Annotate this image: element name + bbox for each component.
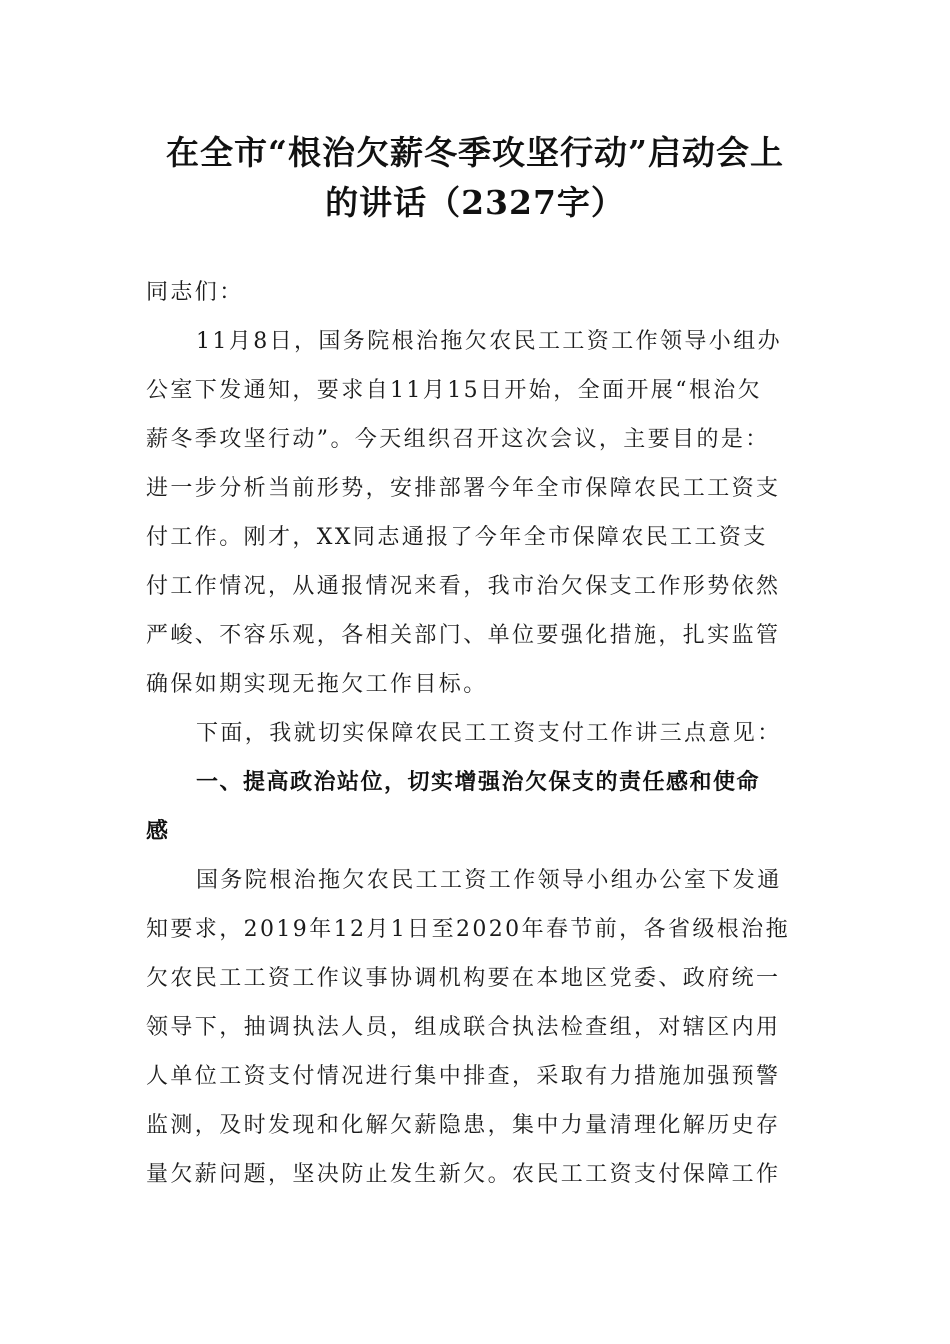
paragraph-line: 欠农民工工资工作议事协调机构要在本地区党委、政府统一	[146, 966, 781, 991]
paragraph-line: 领导下，抽调执法人员，组成联合执法检查组，对辖区内用	[146, 1015, 781, 1040]
paragraph-line: 国务院根治拖欠农民工工资工作领导小组办公室下发通	[196, 868, 782, 893]
paragraph-line: 知要求，2019年12月1日至2020年春节前，各省级根治拖	[146, 917, 790, 942]
heading-line: 感	[146, 819, 170, 844]
paragraph-line: 量欠薪问题，坚决防止发生新欠。农民工工资支付保障工作	[146, 1162, 781, 1187]
paragraph-1	[146, 317, 810, 709]
paragraph-line: 下面，我就切实保障农民工工资支付工作讲三点意见：	[196, 721, 782, 746]
paragraph-line: 11月8日，国务院根治拖欠农民工工资工作领导小组办	[196, 329, 782, 354]
paragraph-line: 付工作。刚才，XX同志通报了今年全市保障农民工工资支	[146, 525, 768, 550]
document-body	[146, 268, 810, 1199]
paragraph-line: 进一步分析当前形势，安排部署今年全市保障农民工工资支	[146, 476, 781, 501]
heading-line: 一、提高政治站位，切实增强治欠保支的责任感和使命	[196, 770, 761, 795]
paragraph-3	[146, 856, 810, 1199]
paragraph-line: 监测，及时发现和化解欠薪隐患，集中力量清理化解历史存	[146, 1113, 781, 1138]
paragraph-line: 薪冬季攻坚行动”。今天组织召开这次会议，主要目的是：	[146, 427, 770, 452]
salutation: 同志们：	[146, 280, 244, 305]
paragraph-line: 人单位工资支付情况进行集中排查，采取有力措施加强预警	[146, 1064, 781, 1089]
document-title	[120, 128, 830, 228]
section-heading-1	[146, 758, 810, 856]
paragraph-line: 付工作情况，从通报情况来看，我市治欠保支工作形势依然	[146, 574, 781, 599]
paragraph-line: 确保如期实现无拖欠工作目标。	[146, 672, 488, 697]
paragraph-line: 公室下发通知，要求自11月15日开始，全面开展“根治欠	[146, 378, 763, 403]
title-line-1: 在全市“根治欠薪冬季攻坚行动”启动会上	[166, 133, 784, 172]
paragraph-2	[146, 709, 810, 758]
title-line-2: 的讲话（2327字）	[325, 183, 625, 222]
paragraph-line: 严峻、不容乐观，各相关部门、单位要强化措施，扎实监管	[146, 623, 781, 648]
